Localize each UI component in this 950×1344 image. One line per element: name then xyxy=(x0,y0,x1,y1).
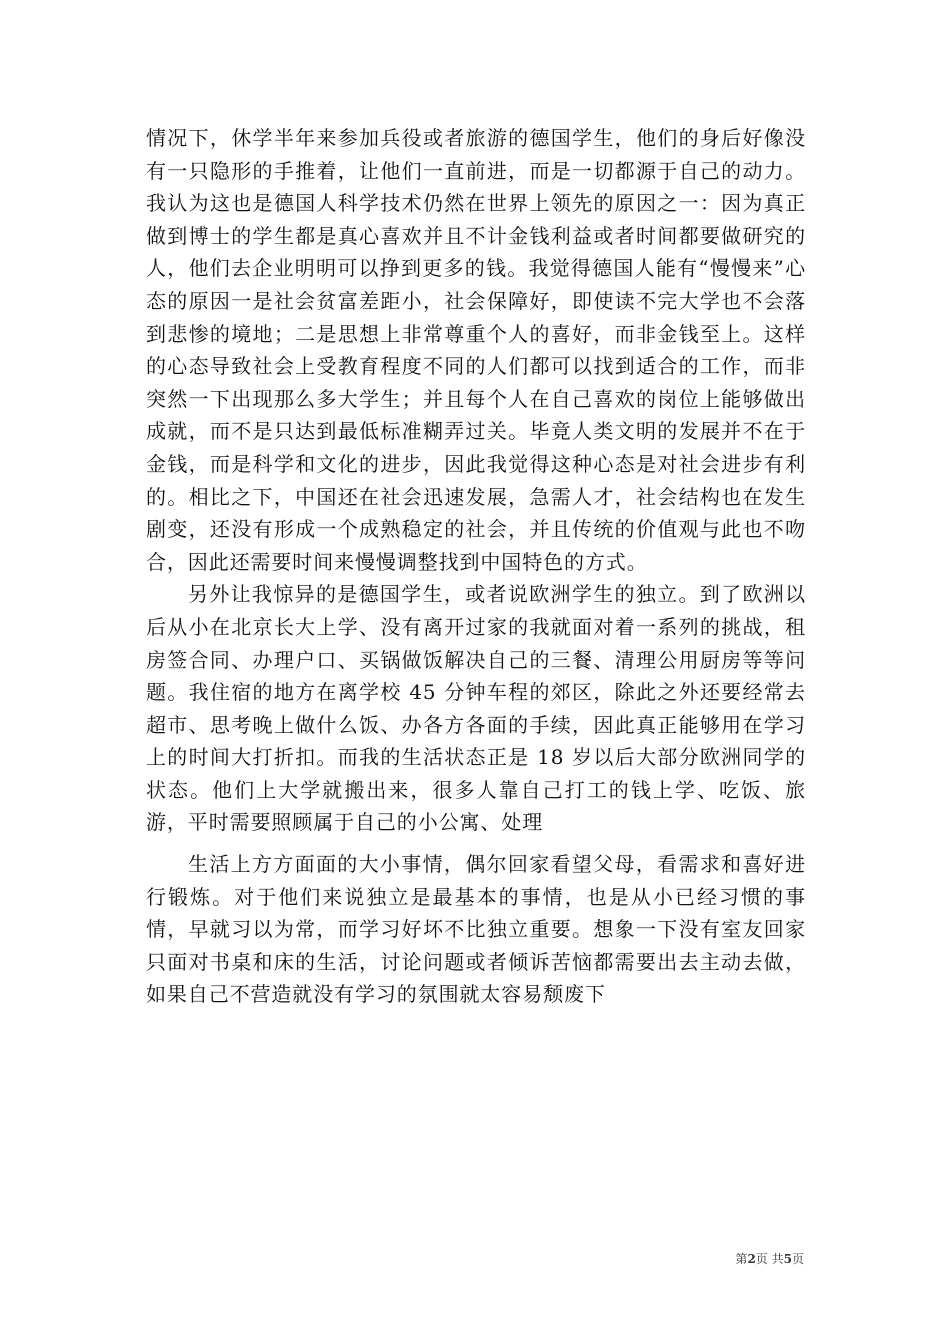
footer-middle: 页 共 xyxy=(755,1252,784,1266)
paragraph-3: 生活上方方面面的大小事情，偶尔回家看望父母，看需求和喜好进行锻炼。对于他们来说独立是最基本的事情，也是从小已经习惯的事情，早就习以为常，而学习好坏不比独立重要。想象一下没有室友回家只面对书桌和床的生活，讨论问题或者倾诉苦恼都需要出去主动去做，如果自己不营造就没有学习的氛围就太容易颓废下 xyxy=(146,852,806,1007)
paragraph-1: 情况下，休学半年来参加兵役或者旅游的德国学生，他们的身后好像没有一只隐形的手推着，让他们一直前进，而是一切都源于自己的动力。我认为这也是德国人科学技术仍然在世界上领先的原因之一：因为真正做到博士的学生都是真心喜欢并且不计金钱利益或者时间都要做研究的人，他们去企业明明可以挣到更多的钱。我觉得德国人能有“慢慢来”心态的原因一是社会贫富差距小，社会保障好，即使读不完大学也不会落到悲惨的境地；二是思想上非常尊重个人的喜好，而非金钱至上。这样的心态导致社会上受教育程度不同的人们都可以找到适合的工作，而非突然一下出现那么多大学生；并且每个人在自己喜欢的岗位上能够做出成就，而不是只达到最低标准糊弄过关。毕竟人类文明的发展并不在于金钱，而是科学和文化的进步，因此我觉得这种心态是对社会进步有利的。相比之下，中国还在社会迅速发展，急需人才，社会结构也在发生剧变，还没有形成一个成熟稳定的社会，并且传统的价值观与此也不吻合，因此还需要时间来慢慢调整找到中国特色的方式。 xyxy=(146,126,806,574)
page-footer xyxy=(735,1250,804,1267)
footer-current-page: 2 xyxy=(747,1252,756,1266)
footer-suffix: 页 xyxy=(791,1252,804,1266)
footer-prefix: 第 xyxy=(735,1252,748,1266)
document-body xyxy=(146,122,806,1011)
paragraph-2: 另外让我惊异的是德国学生，或者说欧洲学生的独立。到了欧洲以后从小在北京长大上学、没有离开过家的我就面对着一系列的挑战，租房签合同、办理户口、买锅做饭解决自己的三餐、清理公用厨房等等问题。我住宿的地方在离学校 45 分钟车程的郊区，除此之外还要经常去超市、思考晚上做什么饭、办各方各面的手续，因此真正能够用在学习上的时间大打折扣。而我的生活状态正是 18 岁以后大部分欧洲同学的状态。他们上大学就搬出来，很多人靠自己打工的钱上学、吃饭、旅游，平时需要照顾属于自己的小公寓、处理 xyxy=(146,582,806,835)
footer-total-pages: 5 xyxy=(783,1252,792,1266)
